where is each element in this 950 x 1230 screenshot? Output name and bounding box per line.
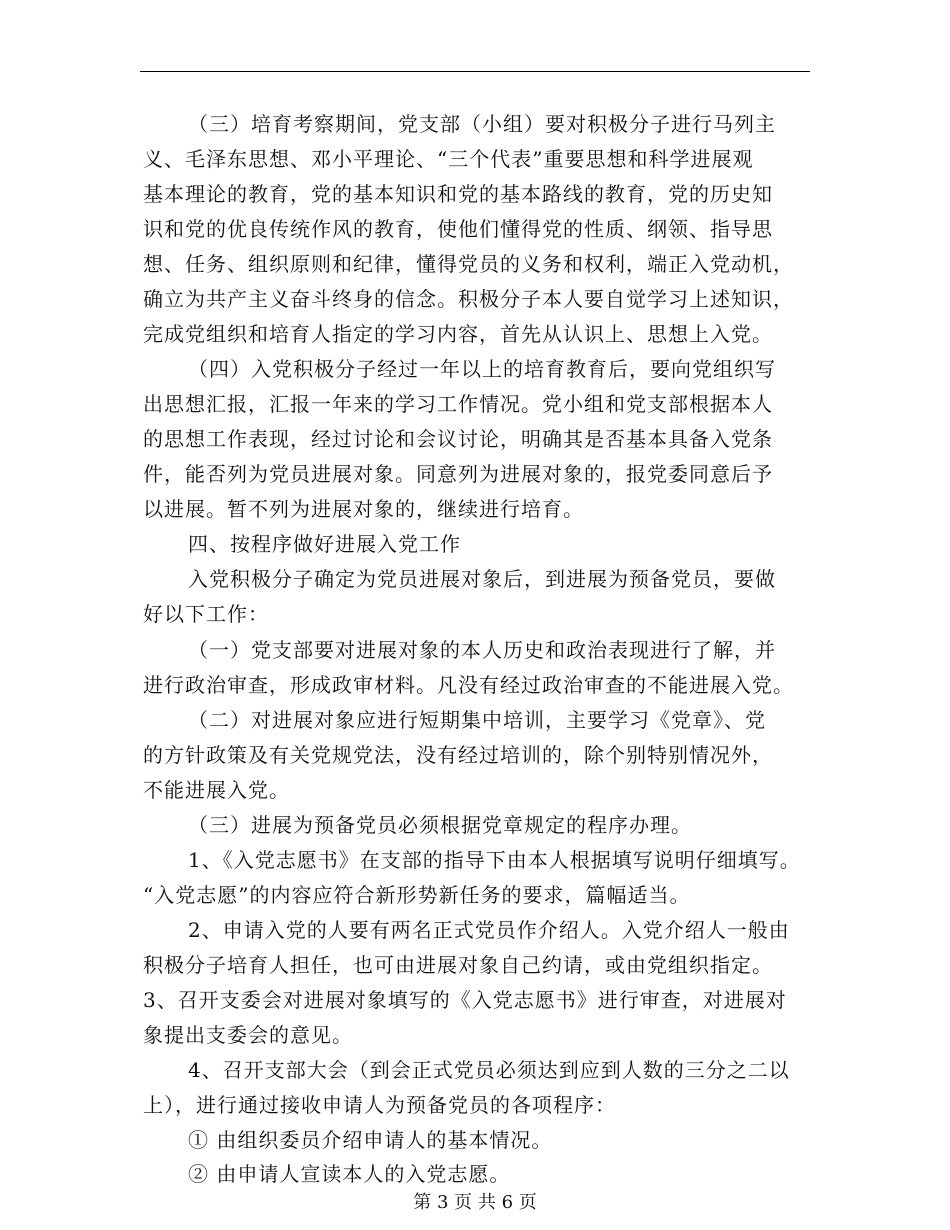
- text-line: 识和党的优良传统作风的教育，使他们懂得党的性质、纲领、指导思: [143, 217, 773, 241]
- text-line: ① 由组织委员介绍申请人的基本情况。: [188, 1128, 553, 1152]
- text-line: 进行政治审查，形成政审材料。凡没有经过政治审查的不能进展入党。: [143, 673, 794, 697]
- text-line: 件，能否列为党员进展对象。同意列为进展对象的，报党委同意后予: [143, 462, 773, 486]
- text-line: （三）进展为预备党员必须根据党章规定的程序办理。: [188, 813, 692, 837]
- text-line: 4、召开支部大会（到会正式党员必须达到应到人数的三分之二以: [188, 1058, 790, 1082]
- section-heading: 四、按程序做好进展入党工作: [188, 532, 461, 556]
- text-line: 完成党组织和培育人指定的学习内容，首先从认识上、思想上入党。: [143, 322, 773, 346]
- header-rule: [140, 71, 810, 72]
- text-line: 的思想工作表现，经过讨论和会议讨论，明确其是否基本具备入党条: [143, 427, 773, 451]
- text-line: 积极分子培育人担任，也可由进展对象自己约请，或由党组织指定。: [143, 953, 773, 977]
- text-line: 1、《入党志愿书》在支部的指导下由本人根据填写说明仔细填写。: [188, 848, 801, 872]
- page-number: 第 3 页 共 6 页: [413, 1192, 537, 1213]
- text-line: 基本理论的教育，党的基本知识和党的基本路线的教育，党的历史知: [143, 182, 773, 206]
- text-line: 以进展。暂不列为进展对象的，继续进行培育。: [143, 497, 584, 521]
- text-line: 2、申请入党的人要有两名正式党员作介绍人。入党介绍人一般由: [188, 918, 790, 942]
- text-line: （一）党支部要对进展对象的本人历史和政治表现进行了解，并: [188, 638, 776, 662]
- text-line: （四）入党积极分子经过一年以上的培育教育后，要向党组织写: [188, 357, 776, 381]
- text-line: 不能进展入党。: [143, 778, 290, 802]
- text-line: 象提出支委会的意见。: [143, 1023, 353, 1047]
- text-line: “入党志愿”的内容应符合新形势新任务的要求，篇幅适当。: [143, 883, 691, 907]
- text-line: （二）对进展对象应进行短期集中培训，主要学习《党章》、党: [188, 708, 766, 732]
- text-line: 义、毛泽东思想、邓小平理论、“三个代表”重要思想和科学进展观: [143, 147, 754, 171]
- text-line: 好以下工作：: [143, 602, 269, 626]
- text-line: （三）培育考察期间，党支部（小组）要对积极分子进行马列主: [188, 112, 776, 136]
- text-line: 上），进行通过接收申请人为预备党员的各项程序：: [143, 1093, 616, 1117]
- text-line: 出思想汇报，汇报一年来的学习工作情况。党小组和党支部根据本人: [143, 392, 773, 416]
- text-line: ② 由申请人宣读本人的入党志愿。: [188, 1162, 511, 1186]
- text-line: 想、任务、组织原则和纪律，懂得党员的义务和权利，端正入党动机，: [143, 252, 794, 276]
- text-line: 3、召开支委会对进展对象填写的《入党志愿书》进行审查，对进展对: [143, 988, 787, 1012]
- text-line: 入党积极分子确定为党员进展对象后，到进展为预备党员，要做: [188, 567, 776, 591]
- text-line: 确立为共产主义奋斗终身的信念。积极分子本人要自觉学习上述知识，: [143, 287, 794, 311]
- text-line: 的方针政策及有关党规党法，没有经过培训的，除个别特别情况外，: [143, 743, 773, 767]
